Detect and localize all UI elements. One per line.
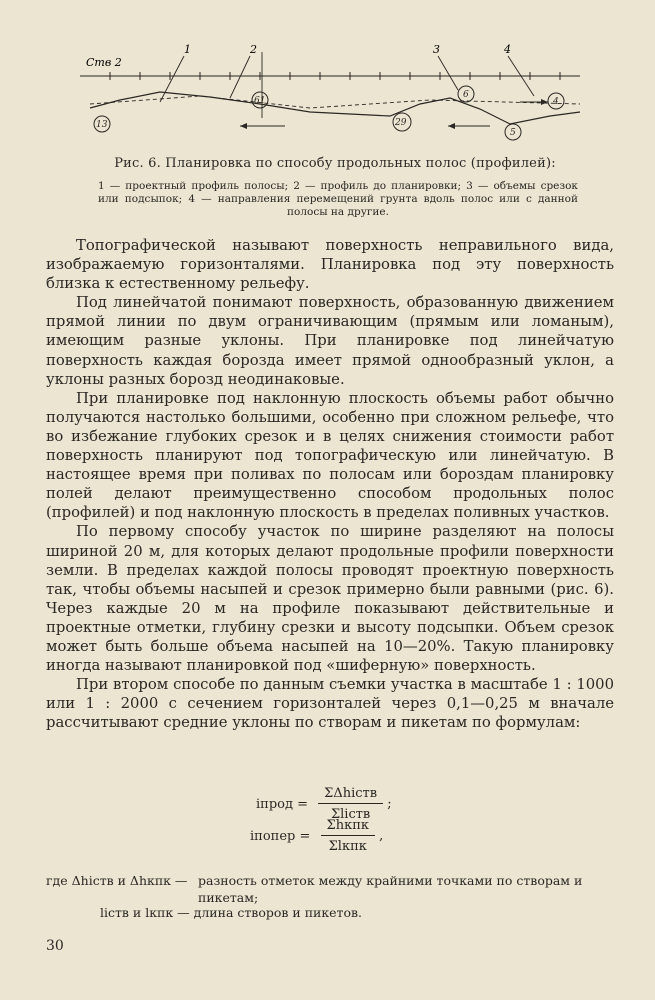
where-text-1: разность отметок между крайними точками по створам и [198, 873, 583, 888]
formula-lhs: iпрод = [256, 796, 308, 812]
formula-fraction [318, 786, 383, 822]
formula-slope-longitudinal [256, 786, 392, 822]
paragraph: Под линейчатой понимают поверхность, образованную движением прямой линии по двум ограничивающим (прямым или ломаным), имеющим разные уклоны. При планировке под линейчатую поверхность каждая борозда имеет прямой однообразный уклон, а уклоны разных борозд неодинаковые. [46, 294, 614, 388]
where-text-1-cont: пикетам; [198, 890, 259, 905]
paragraph: При втором способе по данным съемки участка в масштабе 1 : 1000 или 1 : 2000 с сечением горизонталей через 0,1—0,25 м вначале рассчитывают средние уклоны по створам и пикетам по формулам: [46, 676, 614, 732]
arrowhead-3 [541, 99, 548, 105]
figure-label-stv: Ств 2 [86, 56, 122, 69]
paragraph: По первому способу участок по ширине разделяют на полосы шириной 20 м, для которых делают продольные профили поверхности земли. В пределах каждой полосы проводят проектную поверхность так, чтобы объемы насыпей и срезок примерно были равными (рис. 6). Через каждые 20 м на профиле показывают действительные и проектные отметки, глубину срезки и высоту подсыпки. Объем срезок может быть больше объема насыпей на 10—20%. Такую планировку иногда называют планировкой под «шиферную» поверхность. [46, 523, 614, 675]
circled-61: 61 [254, 96, 266, 106]
formula-numerator: Σhкпк [321, 818, 375, 836]
formula-denominator: Σlкпк [328, 839, 367, 854]
circled-29: 29 [395, 118, 407, 128]
circled-13: 13 [96, 120, 108, 130]
where-clause-2 [100, 904, 655, 921]
formula-tail: , [379, 828, 384, 844]
figure-caption-title: Рис. 6. Планировка по способу продольных полос (профилей): [114, 156, 556, 171]
where-clause-1 [46, 872, 616, 906]
body-text [46, 236, 614, 732]
marker-4: 4 [504, 43, 511, 56]
marker-1-line [160, 56, 184, 102]
formula-fraction [321, 818, 375, 854]
marker-2: 2 [250, 43, 257, 56]
page-number: 30 [46, 938, 64, 954]
marker-3-line [438, 56, 458, 90]
where-text-2: длина створов и пикетов. [193, 905, 363, 920]
paragraph: Топографической называют поверхность неправильного вида, изображаемую горизонталями. Планировка под эту поверхность близка к естественному рельефу. [46, 237, 614, 293]
where-symbols-1: где Δhiств и Δhкпк — [46, 873, 188, 888]
marker-1: 1 [184, 43, 191, 56]
circled-4: 4 [553, 97, 559, 107]
formula-slope-transverse [250, 818, 383, 854]
formula-denominator: Σliств [330, 807, 371, 822]
circled-5: 5 [510, 128, 516, 138]
where-symbols-2: liств и lкпк — [100, 905, 190, 920]
formula-numerator: ΣΔhiств [318, 786, 383, 804]
profile-figure [80, 42, 600, 142]
formula-lhs: iпопер = [250, 828, 311, 844]
design-profile [90, 96, 580, 108]
arrowhead-2 [448, 123, 455, 129]
profile-before-planning [90, 92, 580, 124]
formula-tail: ; [387, 796, 392, 812]
marker-2-line [230, 56, 250, 98]
circled-6: 6 [463, 90, 469, 100]
figure-caption-legend: 1 — проектный профиль полосы; 2 — профиль до планировки; 3 — объемы срезок или подсыпок; 4 — направления перемещений грунта вдоль полос или с данной полосы на другие. [98, 180, 578, 218]
arrowhead-1 [240, 123, 247, 129]
paragraph: При планировке под наклонную плоскость объемы работ обычно получаются настолько большими, особенно при сложном рельефе, что во избежание глубоких срезок и в целях снижения стоимости работ поверхность планируют под топографическую или линейчатую. В настоящее время при поливах по полосам или бороздам планировку полей делают преимущественно способом продольных полос (профилей) и под наклонную плоскость в пределах поливных участков. [46, 389, 614, 522]
marker-3: 3 [433, 43, 440, 56]
